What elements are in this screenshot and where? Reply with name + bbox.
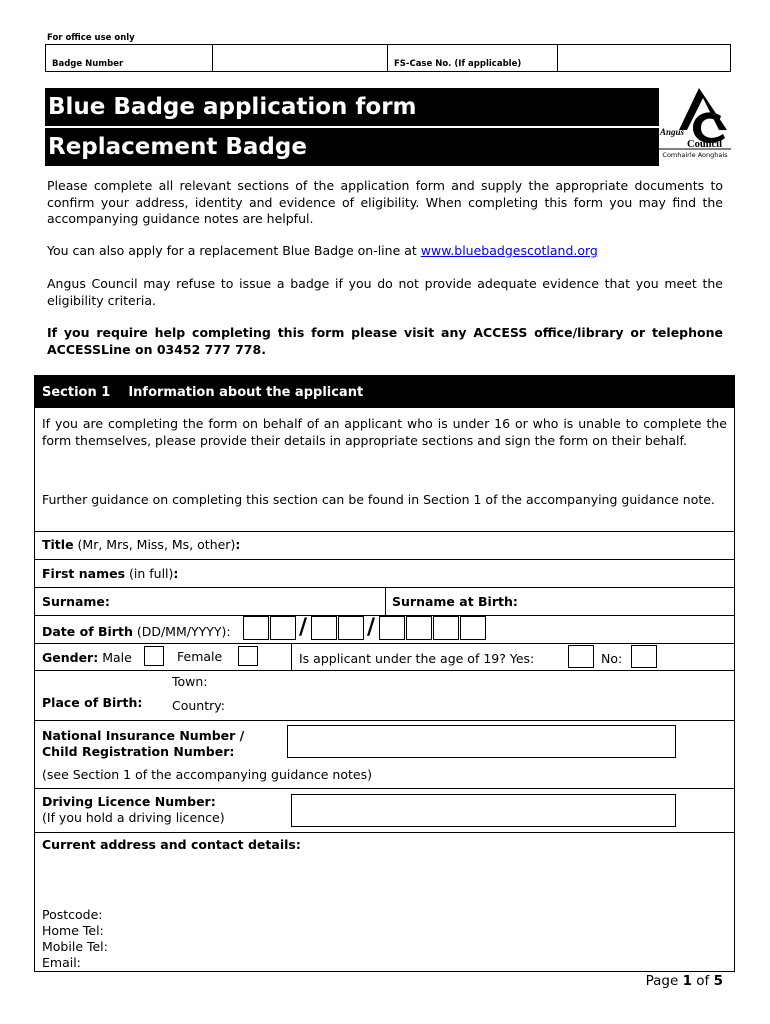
town-label: Town: [172, 674, 208, 689]
intro-paragraph-1: Please complete all relevant sections of the application form and supply the appropriate documents to confirm your address, identity and evidence of eligibility. When completing this form you may find the accompanying guidance notes are helpful. [47, 178, 723, 226]
logo-text-council: Council [687, 139, 723, 150]
email-label: Email: [42, 955, 81, 970]
mobile-tel-label: Mobile Tel: [42, 939, 108, 954]
date-of-birth-row [35, 615, 734, 643]
title-hint: (Mr, Mrs, Miss, Ms, other) [73, 537, 236, 552]
gender-female-label: Female [177, 649, 223, 664]
section-1-header [35, 376, 734, 408]
driving-licence-row [35, 788, 734, 832]
country-label: Country: [172, 698, 225, 713]
fs-case-label: FS-Case No. (If applicable) [388, 45, 558, 72]
bluebadge-website-link[interactable]: www.bluebadgescotland.org [420, 243, 598, 258]
title-label: Title [42, 537, 74, 552]
dob-day-digit-2[interactable] [270, 616, 296, 640]
office-use-label: For office use only [47, 33, 135, 43]
driving-licence-label: Driving Licence Number: [42, 794, 216, 809]
current-address-label: Current address and contact details: [42, 837, 301, 852]
page-number: Page 1 of 5 [645, 973, 723, 989]
first-names-hint: (in full) [125, 566, 174, 581]
section-1-guidance-paragraph: Further guidance on completing this section can be found in Section 1 of the accompanying guidance note. [42, 492, 715, 507]
under-19-no-checkbox[interactable] [631, 645, 657, 668]
gender-female-checkbox[interactable] [238, 646, 258, 666]
ni-label-line-2: Child Registration Number: [42, 744, 235, 759]
place-of-birth-row [35, 670, 734, 720]
office-use-table [45, 44, 731, 72]
under-19-question: Is applicant under the age of 19? Yes: [299, 651, 535, 666]
ni-guidance-note: (see Section 1 of the accompanying guidance notes) [42, 767, 372, 782]
dob-year-digit-3[interactable] [433, 616, 459, 640]
address-contact-row[interactable] [35, 832, 734, 972]
driving-licence-input[interactable] [291, 794, 676, 827]
under-19-no-label: No: [601, 651, 623, 666]
logo-text-angus: Angus [660, 127, 685, 137]
page-total: 5 [713, 973, 723, 989]
intro-online-text: You can also apply for a replacement Blue Badge on-line at [47, 243, 421, 258]
logo-subtitle: Comhairle Aonghais [662, 151, 728, 159]
surname-row [35, 587, 734, 615]
form-subtitle: Replacement Badge [45, 128, 659, 166]
dob-month-digit-2[interactable] [338, 616, 364, 640]
section-1-behalf-paragraph: If you are completing the form on behalf of an applicant who is under 16 or who is unable to complete the form themselves, please provide their details in appropriate sections and sign the form on their behalf. [42, 416, 727, 448]
section-1-applicant-info [34, 375, 735, 972]
surname-at-birth-label: Surname at Birth: [392, 594, 518, 609]
under-19-yes-checkbox[interactable] [568, 645, 594, 668]
dob-day-digit-1[interactable] [243, 616, 269, 640]
badge-number-field[interactable] [213, 45, 388, 72]
dob-year-digit-1[interactable] [379, 616, 405, 640]
postcode-label: Postcode: [42, 907, 103, 922]
gender-male-label: Male [98, 650, 132, 665]
home-tel-label: Home Tel: [42, 923, 104, 938]
intro-paragraph-3: Angus Council may refuse to issue a badge if you do not provide adequate evidence that you meet the eligibility criteria. [47, 276, 723, 308]
section-1-number: Section 1 [42, 385, 111, 400]
dob-hint: (DD/MM/YYYY): [132, 624, 231, 639]
ni-label-line-1: National Insurance Number / [42, 728, 245, 743]
angus-council-logo [659, 86, 731, 161]
page-current: 1 [682, 973, 692, 989]
driving-licence-hint: (If you hold a driving licence) [42, 810, 225, 825]
dob-year-digit-4[interactable] [460, 616, 486, 640]
gender-male-checkbox[interactable] [144, 646, 164, 666]
first-names-row[interactable]: First names (in full): [35, 559, 734, 587]
title-row[interactable]: Title (Mr, Mrs, Miss, Ms, other): [35, 531, 734, 559]
gender-row [35, 643, 734, 670]
ni-number-input[interactable] [287, 725, 676, 758]
dob-separator-2: / [367, 615, 376, 640]
gender-label: Gender: [42, 650, 99, 665]
fs-case-field[interactable] [558, 45, 731, 72]
first-names-label: First names [42, 566, 126, 581]
national-insurance-row [35, 720, 734, 788]
section-1-heading: Information about the applicant [128, 385, 364, 400]
form-title: Blue Badge application form [45, 88, 659, 126]
intro-paragraph-2 [47, 243, 723, 260]
dob-year-digit-2[interactable] [406, 616, 432, 640]
dob-label: Date of Birth [42, 624, 133, 639]
dob-separator-1: / [299, 615, 308, 640]
help-contact-paragraph: If you require help completing this form please visit any ACCESS office/library or telephone ACCESSLine on 03452 777 778. [47, 325, 723, 357]
place-of-birth-label: Place of Birth: [42, 695, 143, 710]
surname-label: Surname: [42, 594, 110, 609]
badge-number-label: Badge Number [46, 45, 213, 72]
dob-month-digit-1[interactable] [311, 616, 337, 640]
